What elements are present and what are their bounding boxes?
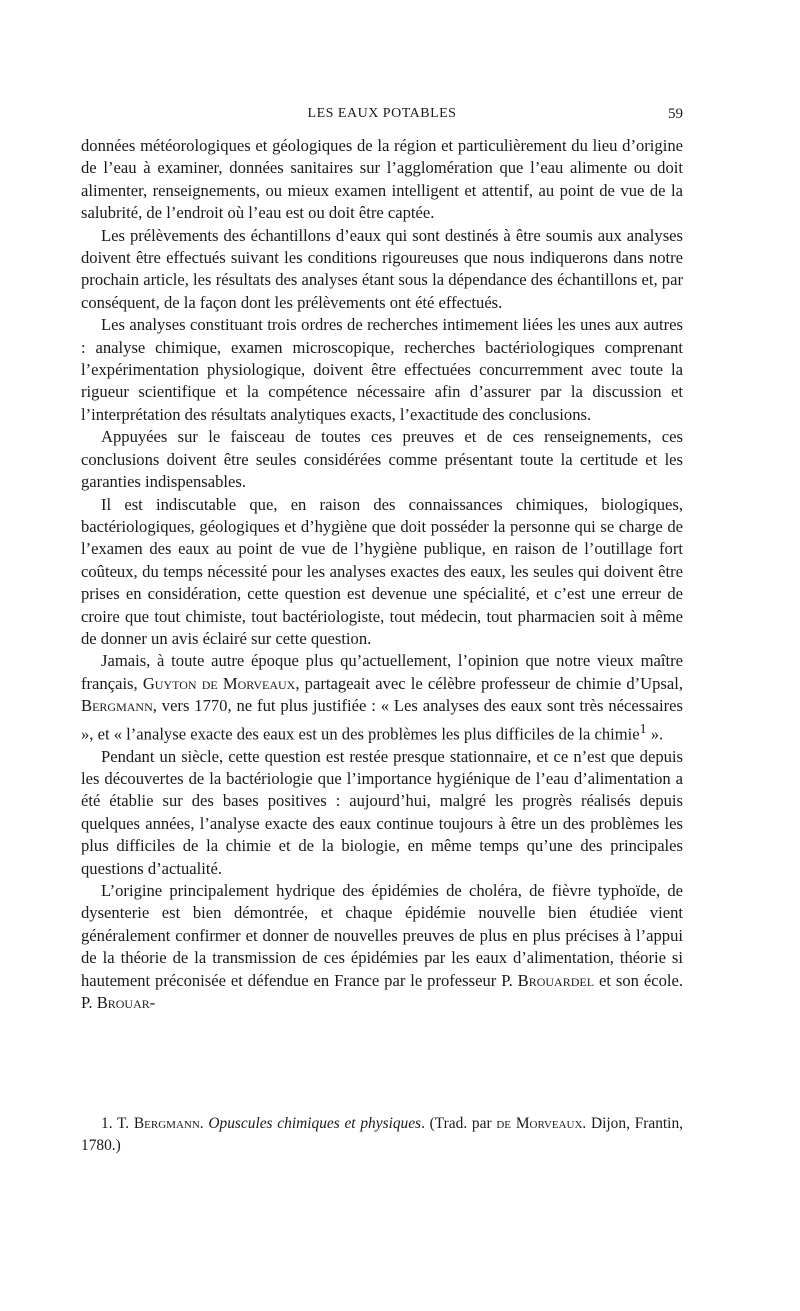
paragraph-6-text-b: , partageait avec le célèbre professeur de chimie d’Upsal,	[295, 673, 684, 693]
page-header	[81, 106, 683, 126]
author-bergmann: Bergmann	[81, 696, 153, 716]
footnote-rest: . Dijon, Frantin, 1780.)	[81, 1115, 683, 1154]
footnote-number: 1. T.	[101, 1115, 134, 1132]
footnote-author: Bergmann	[133, 1115, 200, 1132]
paragraph-8-text-b: et son école. P.	[81, 970, 683, 1012]
author-brouardel: Brouardel	[517, 970, 595, 990]
author-guyton-de-morveaux: Guyton de Morveaux	[142, 673, 296, 693]
paragraph-6-text-d: ».	[646, 724, 664, 744]
paragraph-4: Appuyées sur le faisceau de toutes ces preuves et de ces renseignements, ces conclusions doivent être seules considérées comme présentant toute la certitude et les garanties indispensables.	[81, 427, 683, 492]
paragraph-6-text-a: Jamais, à toute autre époque plus qu’actuellement, l’opinion que notre vieux maître français,	[81, 651, 683, 693]
paragraph-3: Les analyses constituant trois ordres de recherches intimement liées les unes aux autres : analyse chimique, examen microscopique, recherches bactériologiques comprenant l’expérimentation physiologique, doivent être effectuées concurremment avec toute la rigueur scientifique et la compétence nécessaire afin d’assurer par la discussion et l’interprétation des résultats analytiques exacts, l’exactitude des conclusions.	[81, 315, 683, 424]
paragraph-8	[81, 880, 683, 1014]
footnote	[81, 1113, 683, 1157]
author-brouardel-continued: Brouar-	[96, 992, 156, 1012]
paragraph-7: Pendant un siècle, cette question est restée presque stationnaire, et ce n’est que depuis les découvertes de la bactériologie que l’importance hygiénique de l’eau d’alimentation a été établie sur des bases positives : aujourd’hui, malgré les progrès réalisés depuis quelques années, l’analyse exacte des eaux continue toujours à être un des problèmes les plus difficiles de la chimie et de la biologie, en même temps qu’une des principales questions d’actualité.	[81, 746, 683, 878]
paragraph-1: données météorologiques et géologiques de la région et particulièrement du lieu d’origine de l’eau à examiner, données sanitaires sur l’agglomération que l’eau alimente ou doit alimenter, renseignements, ou mieux examen intelligent et attentif, au point de vue de la salubrité, de l’endroit où l’eau est ou doit être captée.	[81, 136, 683, 223]
running-title: LES EAUX POTABLES	[307, 106, 457, 121]
paragraph-8-text-a: L’origine principalement hydrique des épidémies de choléra, de fièvre typhoïde, de dysenterie est bien démontrée, et chaque épidémie nouvelle bien étudiée vient généralement confirmer et donner de nouvelles preuves de plus en plus précises à l’appui de la théorie de la transmission de ces épidémies par les eaux d’alimentation, théorie si hautement préconisée et défendue en France par le professeur P.	[81, 880, 683, 990]
footnote-translator: Morveaux	[515, 1115, 583, 1132]
paragraph-6	[81, 650, 683, 745]
footnote-particle: de	[496, 1115, 512, 1132]
paragraph-2: Les prélèvements des échantillons d’eaux qui sont destinés à être soumis aux analyses doivent être effectués suivant les conditions rigoureuses que nous indiquerons dans notre prochain article, les résultats des analyses étant sous la dépendance des échantillons et, par conséquent, de la façon dont les prélèvements ont été effectués.	[81, 225, 683, 312]
footnote-sep-1: .	[199, 1115, 209, 1132]
main-text	[81, 135, 683, 1014]
paragraph-6-text-c: , vers 1770, ne fut plus justifiée : « Les analyses des eaux sont très nécessaires », et « l’analyse exacte des eaux est un des problèmes les plus difficiles de la chimie	[81, 696, 683, 744]
footnote-sep-2: . (Trad. par	[421, 1115, 497, 1132]
footnote-reference: 1	[639, 720, 647, 736]
footnote-1	[81, 1113, 683, 1157]
footnote-title: Opuscules chimiques et physiques	[208, 1115, 422, 1132]
paragraph-5: Il est indiscutable que, en raison des connaissances chimiques, biologiques, bactériologiques, géologiques et d’hygiène que doit posséder la personne qui se charge de l’examen des eaux au point de vue de l’hygiène publique, en raison de l’outillage fort coûteux, du temps nécessité pour les analyses exactes des eaux, les seules qui doivent être prises en considération, cette question est devenue une spécialité, et c’est une erreur de croire que tout chimiste, tout bactériologiste, tout médecin, tout pharmacien soit à même de donner un avis éclairé sur cette question.	[81, 494, 683, 648]
page-number: 59	[668, 106, 683, 122]
